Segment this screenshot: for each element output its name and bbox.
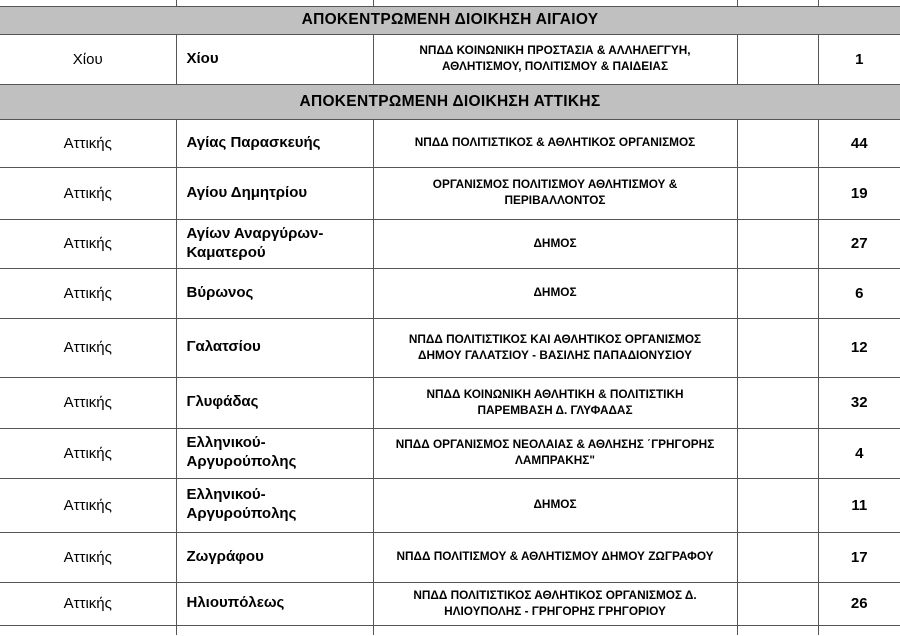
organization-cell: ΔΗΜΟΣ: [373, 478, 737, 532]
region-cell: [0, 625, 176, 635]
table-row: [0, 478, 900, 532]
municipality-cell: Ελληνικού-Αργυρούπολης: [176, 478, 373, 532]
organization-cell: ΔΗΜΟΣ: [373, 219, 737, 268]
blank-cell: [737, 318, 818, 377]
organization-cell: ΝΠΔΔ ΟΡΓΑΝΙΣΜΟΣ ΝΕΟΛΑΙΑΣ & ΑΘΛΗΣΗΣ ΄ΓΡΗΓΟΡΗΣ ΛΑΜΠΡΑΚΗΣ": [373, 428, 737, 478]
region-cell: Αττικής: [0, 532, 176, 582]
municipality-cell: Ζωγράφου: [176, 532, 373, 582]
count-cell: 6: [818, 268, 900, 318]
section-header: ΑΠΟΚΕΝΤΡΩΜΕΝΗ ΔΙΟΙΚΗΣΗ ΑΤΤΙΚΗΣ: [0, 84, 900, 119]
section-header-row: [0, 6, 900, 34]
table-row: [0, 532, 900, 582]
blank-cell: [737, 167, 818, 219]
municipality-cell: Γλυφάδας: [176, 377, 373, 428]
count-cell: 17: [818, 532, 900, 582]
table-row: [0, 167, 900, 219]
blank-cell: [737, 478, 818, 532]
organization-cell: [373, 625, 737, 635]
table-row: [0, 268, 900, 318]
table-row: [0, 219, 900, 268]
table-row: [0, 428, 900, 478]
count-cell: 11: [818, 478, 900, 532]
organization-cell: ΝΠΔΔ ΠΟΛΙΤΙΣΜΟΥ & ΑΘΛΗΤΙΣΜΟΥ ΔΗΜΟΥ ΖΩΓΡΑΦΟΥ: [373, 532, 737, 582]
blank-cell: [737, 34, 818, 84]
count-cell: 4: [818, 428, 900, 478]
count-cell: 19: [818, 167, 900, 219]
table-row: [0, 318, 900, 377]
blank-cell: [737, 119, 818, 167]
region-cell: Χίου: [0, 34, 176, 84]
blank-cell: [737, 428, 818, 478]
table-row: [0, 582, 900, 625]
blank-cell: [737, 532, 818, 582]
region-cell: Αττικής: [0, 167, 176, 219]
count-cell: 27: [818, 219, 900, 268]
municipality-cell: Χίου: [176, 34, 373, 84]
municipality-cell: Αγίας Παρασκευής: [176, 119, 373, 167]
organization-cell: ΝΠΔΔ ΠΟΛΙΤΙΣΤΙΚΟΣ ΚΑΙ ΑΘΛΗΤΙΚΟΣ ΟΡΓΑΝΙΣΜΟΣ ΔΗΜΟΥ ΓΑΛΑΤΣΙΟΥ - ΒΑΣΙΛΗΣ ΠΑΠΑΔΙΟΝΥΣΙΟΥ: [373, 318, 737, 377]
region-cell: Αττικής: [0, 428, 176, 478]
section-header: ΑΠΟΚΕΝΤΡΩΜΕΝΗ ΔΙΟΙΚΗΣΗ ΑΙΓΑΙΟΥ: [0, 6, 900, 34]
municipality-cell: Βύρωνος: [176, 268, 373, 318]
count-cell: [818, 625, 900, 635]
region-cell: Αττικής: [0, 219, 176, 268]
table-row: [0, 119, 900, 167]
table-row: [0, 377, 900, 428]
blank-cell: [737, 219, 818, 268]
municipality-cell: Αγίου Δημητρίου: [176, 167, 373, 219]
count-cell: 44: [818, 119, 900, 167]
organization-cell: ΝΠΔΔ ΚΟΙΝΩΝΙΚΗ ΠΡΟΣΤΑΣΙΑ & ΑΛΛΗΛΕΓΓΥΗ, ΑΘΛΗΤΙΣΜΟΥ, ΠΟΛΙΤΙΣΜΟΥ & ΠΑΙΔΕΙΑΣ: [373, 34, 737, 84]
region-cell: Αττικής: [0, 318, 176, 377]
blank-cell: [737, 625, 818, 635]
section-header-row: [0, 84, 900, 119]
blank-cell: [737, 582, 818, 625]
municipality-cell: Ελληνικού-Αργυρούπολης: [176, 428, 373, 478]
organization-cell: ΔΗΜΟΣ: [373, 268, 737, 318]
count-cell: 32: [818, 377, 900, 428]
table-row: [0, 34, 900, 84]
organization-cell: ΝΠΔΔ ΠΟΛΙΤΙΣΤΙΚΟΣ & ΑΘΛΗΤΙΚΟΣ ΟΡΓΑΝΙΣΜΟΣ: [373, 119, 737, 167]
region-cell: Αττικής: [0, 377, 176, 428]
municipality-cell: Γαλατσίου: [176, 318, 373, 377]
region-cell: Αττικής: [0, 268, 176, 318]
count-cell: 12: [818, 318, 900, 377]
municipality-cell: Αγίων Αναργύρων-Καματερού: [176, 219, 373, 268]
region-cell: Αττικής: [0, 119, 176, 167]
cropped-row-bottom: [0, 625, 900, 635]
organization-cell: ΟΡΓΑΝΙΣΜΟΣ ΠΟΛΙΤΙΣΜΟΥ ΑΘΛΗΤΙΣΜΟΥ & ΠΕΡΙΒΑΛΛΟΝΤΟΣ: [373, 167, 737, 219]
region-cell: Αττικής: [0, 582, 176, 625]
count-cell: 1: [818, 34, 900, 84]
region-cell: Αττικής: [0, 478, 176, 532]
blank-cell: [737, 268, 818, 318]
count-cell: 26: [818, 582, 900, 625]
municipality-cell: [176, 625, 373, 635]
organization-cell: ΝΠΔΔ ΚΟΙΝΩΝΙΚΗ ΑΘΛΗΤΙΚΗ & ΠΟΛΙΤΙΣΤΙΚΗ ΠΑΡΕΜΒΑΣΗ Δ. ΓΛΥΦΑΔΑΣ: [373, 377, 737, 428]
blank-cell: [737, 377, 818, 428]
organization-cell: ΝΠΔΔ ΠΟΛΙΤΙΣΤΙΚΟΣ ΑΘΛΗΤΙΚΟΣ ΟΡΓΑΝΙΣΜΟΣ Δ. ΗΛΙΟΥΠΟΛΗΣ - ΓΡΗΓΟΡΗΣ ΓΡΗΓΟΡΙΟΥ: [373, 582, 737, 625]
municipality-cell: Ηλιουπόλεως: [176, 582, 373, 625]
